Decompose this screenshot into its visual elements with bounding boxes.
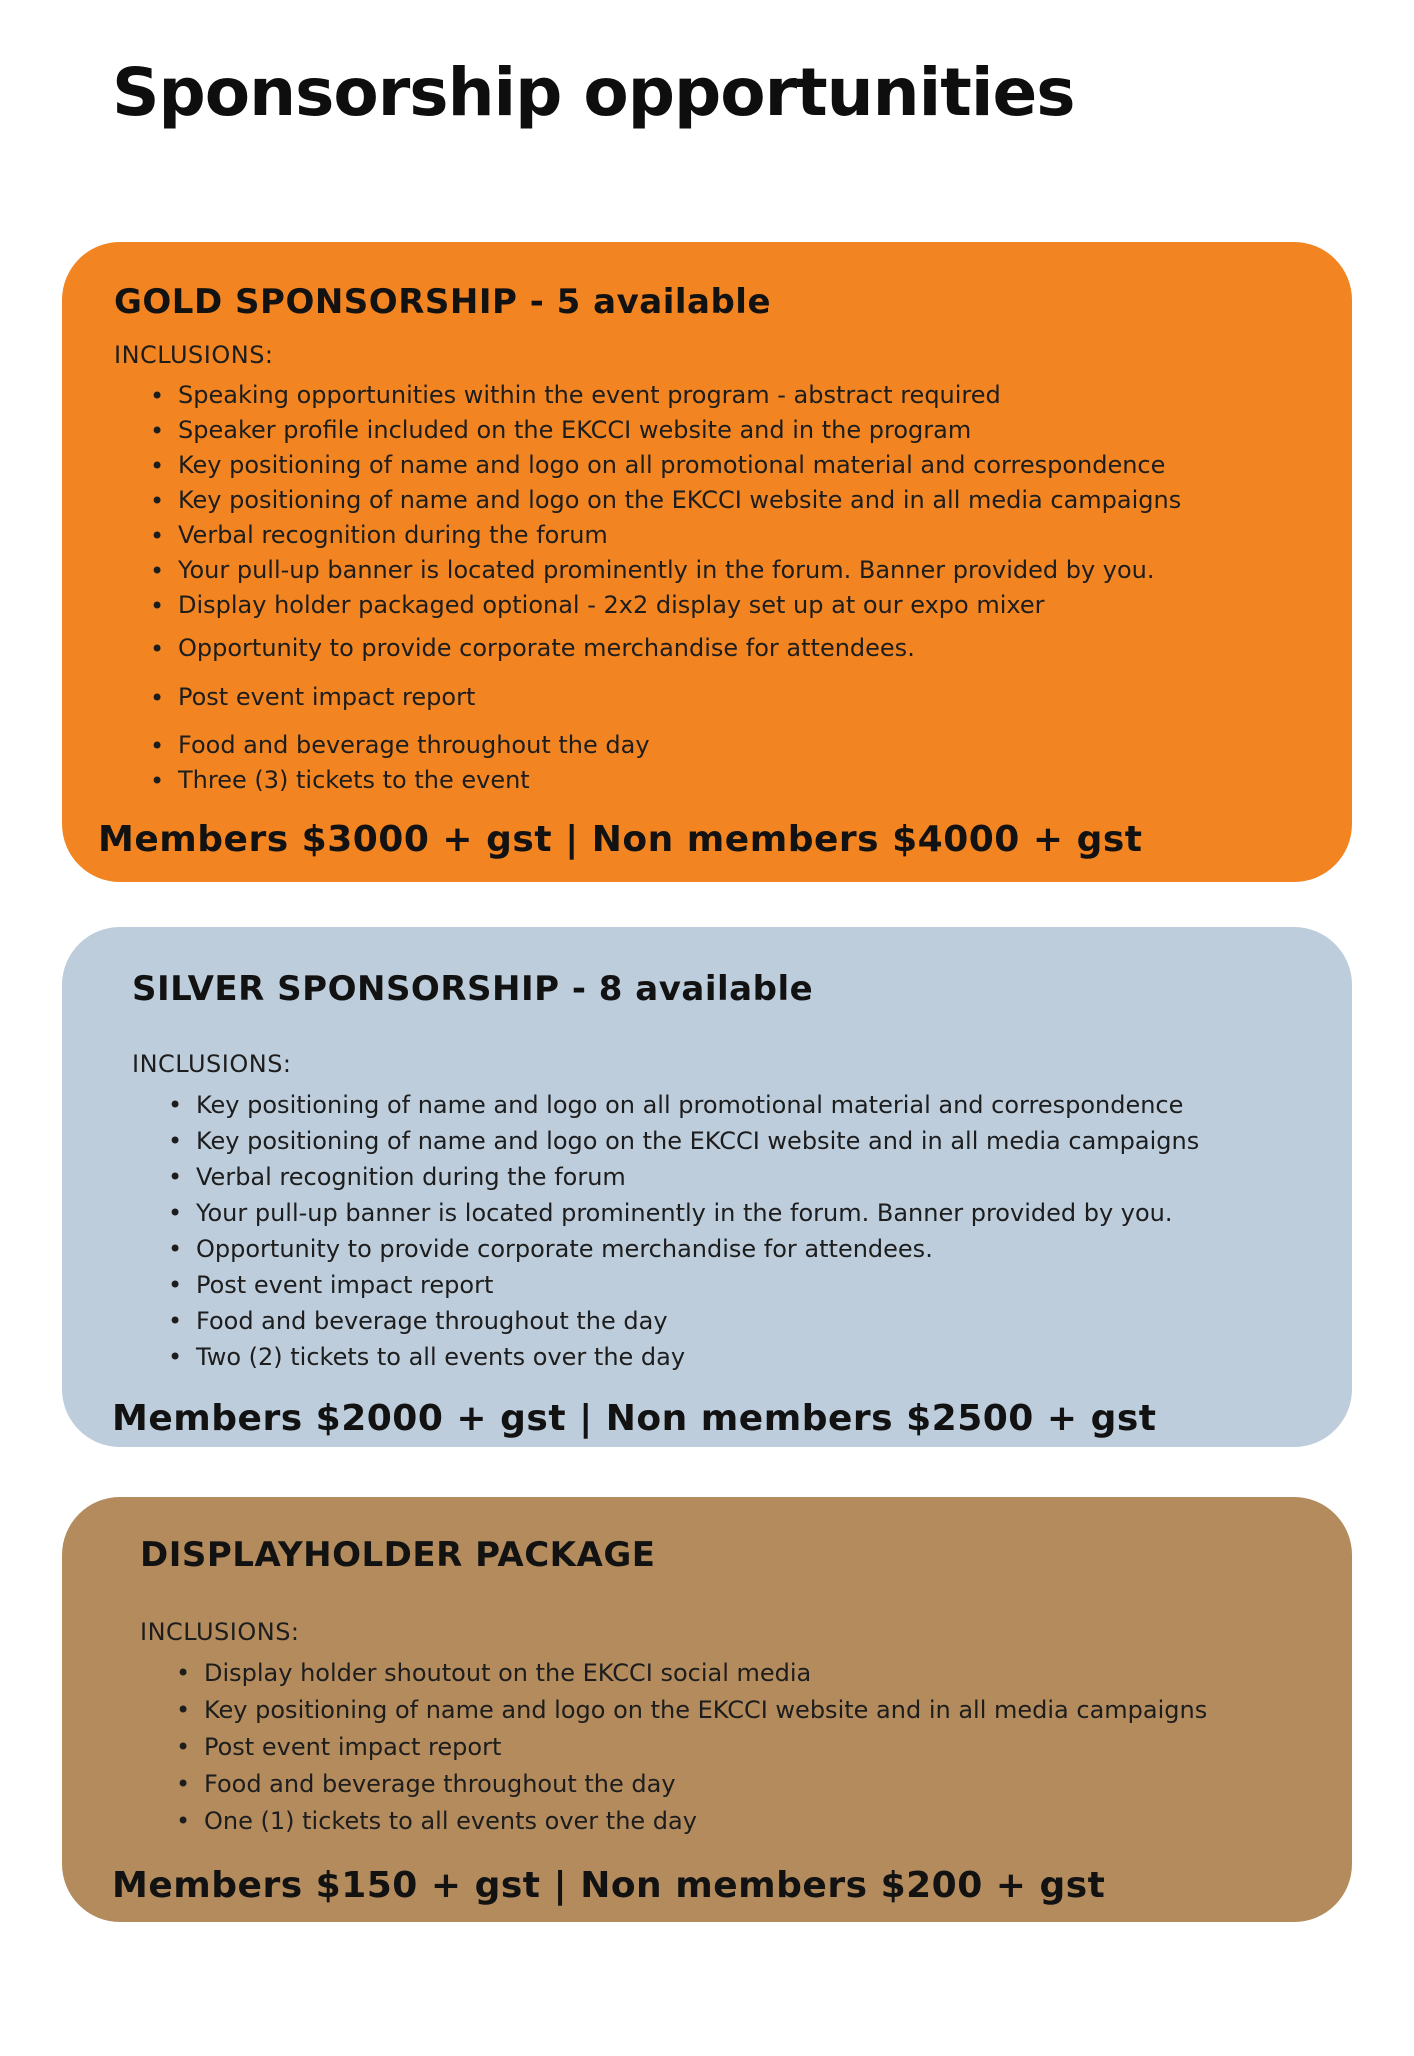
list-item: • Food and beverage throughout the day: [132, 1303, 1306, 1339]
list-item: • Two (2) tickets to all events over the day: [132, 1339, 1306, 1375]
gold-price-line: Members $3000 + gst | Non members $4000 + gst: [98, 818, 1143, 860]
list-item: • Key positioning of name and logo on the EKCCI website and in all media campaigns: [140, 1692, 1306, 1729]
list-item: • Your pull-up banner is located prominently in the forum. Banner provided by you.: [114, 553, 1306, 588]
list-item: • Key positioning of name and logo on all promotional material and correspondence: [114, 448, 1306, 483]
list-item: • Food and beverage throughout the day: [114, 728, 1306, 763]
list-item: • Verbal recognition during the forum: [132, 1159, 1306, 1195]
displayholder-package-card: [62, 1497, 1352, 1922]
silver-sponsorship-card: [62, 927, 1352, 1447]
silver-inclusions-label: INCLUSIONS:: [132, 1049, 292, 1078]
sections-container: [0, 242, 1414, 1922]
list-item: • Post event impact report: [114, 680, 1306, 715]
list-item: • Your pull-up banner is located prominently in the forum. Banner provided by you.: [132, 1195, 1306, 1231]
displayholder-inclusions-list: [140, 1655, 1306, 1840]
list-item: • Speaker profile included on the EKCCI website and in the program: [114, 413, 1306, 448]
list-item: • Food and beverage throughout the day: [140, 1766, 1306, 1803]
silver-price-line: Members $2000 + gst | Non members $2500 + gst: [112, 1397, 1157, 1439]
list-item: • Key positioning of name and logo on the EKCCI website and in all media campaigns: [114, 483, 1306, 518]
list-item: • Speaking opportunities within the event program - abstract required: [114, 378, 1306, 413]
list-item: • Post event impact report: [140, 1729, 1306, 1766]
list-item: • Opportunity to provide corporate merchandise for attendees.: [114, 631, 1306, 666]
gold-inclusions-list: [114, 378, 1306, 798]
list-item: • Display holder packaged optional - 2x2 display set up at our expo mixer: [114, 588, 1306, 623]
displayholder-price-line: Members $150 + gst | Non members $200 + gst: [112, 1864, 1106, 1906]
displayholder-section-title: DISPLAYHOLDER PACKAGE: [140, 1534, 656, 1575]
gold-inclusions-label: INCLUSIONS:: [114, 340, 274, 369]
silver-section-title: SILVER SPONSORSHIP - 8 available: [132, 968, 814, 1009]
list-item: • Display holder shoutout on the EKCCI social media: [140, 1655, 1306, 1692]
silver-inclusions-list: [132, 1087, 1306, 1375]
gold-sponsorship-card: [62, 242, 1352, 882]
list-item: • Opportunity to provide corporate merchandise for attendees.: [132, 1231, 1306, 1267]
list-item: • One (1) tickets to all events over the day: [140, 1803, 1306, 1840]
list-item: • Verbal recognition during the forum: [114, 518, 1306, 553]
list-item: • Post event impact report: [132, 1267, 1306, 1303]
page-title: Sponsorship opportunities: [112, 54, 1075, 131]
list-item: • Three (3) tickets to the event: [114, 763, 1306, 798]
list-item: • Key positioning of name and logo on the EKCCI website and in all media campaigns: [132, 1123, 1306, 1159]
displayholder-inclusions-label: INCLUSIONS:: [140, 1617, 300, 1646]
list-item: • Key positioning of name and logo on all promotional material and correspondence: [132, 1087, 1306, 1123]
gold-section-title: GOLD SPONSORSHIP - 5 available: [114, 281, 772, 322]
